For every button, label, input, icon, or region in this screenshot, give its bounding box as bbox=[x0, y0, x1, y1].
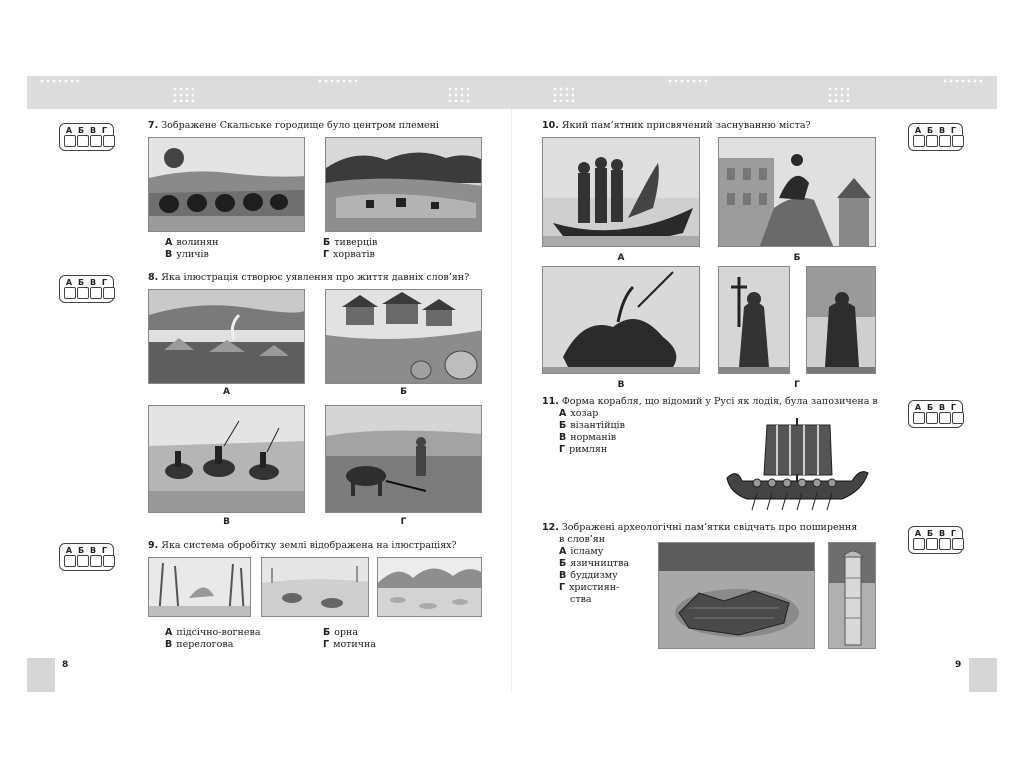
question-9 bbox=[148, 540, 457, 552]
answer-cell[interactable] bbox=[952, 135, 964, 147]
q12-option-v[interactable] bbox=[559, 570, 618, 582]
answer-box-q8[interactable] bbox=[59, 275, 114, 303]
answer-letter: В bbox=[89, 546, 97, 555]
answer-cell[interactable] bbox=[90, 135, 102, 147]
answer-letter: А bbox=[914, 529, 922, 538]
answer-cell[interactable] bbox=[913, 412, 925, 424]
header-bar bbox=[27, 76, 997, 109]
answer-letter: Б bbox=[77, 126, 85, 135]
answer-cell[interactable] bbox=[103, 135, 115, 147]
header-dot-pattern bbox=[172, 86, 194, 102]
question-number: 11. bbox=[542, 396, 559, 407]
question-8 bbox=[148, 272, 469, 284]
monument-photo-g-1 bbox=[718, 266, 790, 374]
question-text: Зображені археологічні пам’ятки свідчать про поширення bbox=[561, 522, 858, 533]
answer-cell[interactable] bbox=[939, 538, 951, 550]
slavs-illustration-b bbox=[325, 289, 482, 384]
answer-letter: Г bbox=[950, 529, 957, 538]
q7-option-b[interactable] bbox=[323, 237, 377, 249]
illustration-caption: Г bbox=[794, 380, 800, 390]
slavs-illustration-v bbox=[148, 405, 305, 513]
option-text: уличів bbox=[176, 249, 209, 260]
option-letter: В bbox=[165, 639, 173, 650]
option-text: римлян bbox=[569, 444, 608, 455]
answer-letter: Б bbox=[77, 278, 85, 287]
q9-option-b[interactable] bbox=[323, 627, 358, 639]
answer-letter: В bbox=[89, 278, 97, 287]
answer-letter: В bbox=[938, 403, 946, 412]
q11-option-v[interactable] bbox=[559, 432, 616, 444]
question-12 bbox=[542, 522, 857, 534]
answer-letter: Б bbox=[926, 529, 934, 538]
question-text: Який пам’ятник присвячений заснуванню міста? bbox=[561, 120, 811, 131]
question-number: 12. bbox=[542, 522, 559, 533]
option-letter: Г bbox=[559, 444, 566, 455]
answer-letter: А bbox=[65, 278, 73, 287]
answer-box-q11[interactable] bbox=[908, 400, 963, 428]
question-text: Зображене Скальське городище було центром племені bbox=[161, 120, 439, 131]
answer-cell[interactable] bbox=[913, 538, 925, 550]
q7-option-a[interactable] bbox=[165, 237, 218, 249]
answer-cell[interactable] bbox=[926, 538, 938, 550]
illustration-caption: В bbox=[617, 380, 625, 390]
page-number-box-left bbox=[27, 658, 55, 692]
question-number: 8. bbox=[148, 272, 159, 283]
option-text: хорватів bbox=[333, 249, 375, 260]
option-text: норманів bbox=[570, 432, 617, 443]
answer-letter: А bbox=[65, 126, 73, 135]
farming-illustration-3 bbox=[377, 557, 482, 617]
answer-letter: В bbox=[938, 529, 946, 538]
illustration-caption: В bbox=[223, 517, 230, 527]
question-number: 7. bbox=[148, 120, 159, 131]
option-letter: В bbox=[165, 249, 173, 260]
option-text: ісламу bbox=[570, 546, 604, 557]
question-text: Форма корабля, що відомий у Русі як лодія, була запозичена в bbox=[561, 396, 878, 407]
question-text-continuation: в слов’ян bbox=[559, 534, 606, 545]
illustration-caption: А bbox=[617, 253, 625, 263]
question-10 bbox=[542, 120, 811, 132]
answer-cell[interactable] bbox=[103, 555, 115, 567]
answer-cell[interactable] bbox=[64, 555, 76, 567]
q12-option-b[interactable] bbox=[559, 558, 629, 570]
header-dot-pattern bbox=[667, 78, 707, 86]
option-letter: Б bbox=[559, 558, 567, 569]
skalske-hillfort-photo-1 bbox=[148, 137, 305, 232]
pagan-sanctuary-photo bbox=[658, 542, 815, 649]
answer-cell[interactable] bbox=[952, 538, 964, 550]
option-letter: В bbox=[559, 570, 567, 581]
header-dot-pattern bbox=[39, 78, 79, 86]
q12-option-g-continuation: ства bbox=[570, 594, 592, 605]
header-dot-pattern bbox=[317, 78, 357, 86]
q7-option-v[interactable] bbox=[165, 249, 209, 261]
question-7 bbox=[148, 120, 439, 132]
monument-photo-b bbox=[718, 137, 876, 247]
answer-cell[interactable] bbox=[939, 412, 951, 424]
farming-illustration-1 bbox=[148, 557, 251, 617]
option-text: візантійців bbox=[570, 420, 625, 431]
answer-letter: Г bbox=[101, 126, 108, 135]
option-letter: А bbox=[165, 237, 173, 248]
option-letter: Б bbox=[323, 627, 331, 638]
answer-box-q9[interactable] bbox=[59, 543, 114, 571]
answer-cell[interactable] bbox=[926, 135, 938, 147]
header-dot-pattern bbox=[827, 86, 849, 102]
question-number: 10. bbox=[542, 120, 559, 131]
answer-cell[interactable] bbox=[90, 287, 102, 299]
answer-cell[interactable] bbox=[77, 135, 89, 147]
header-dot-pattern bbox=[552, 86, 574, 102]
illustration-caption: Г bbox=[400, 517, 407, 527]
page-number-left: 8 bbox=[62, 660, 69, 670]
answer-cell[interactable] bbox=[64, 287, 76, 299]
illustration-caption: Б bbox=[400, 387, 407, 397]
option-letter: Г bbox=[559, 582, 566, 593]
option-letter: А bbox=[559, 546, 567, 557]
option-text: буддизму bbox=[570, 570, 618, 581]
option-letter: Б bbox=[323, 237, 331, 248]
option-letter: А bbox=[165, 627, 173, 638]
answer-letter: А bbox=[65, 546, 73, 555]
answer-cell[interactable] bbox=[103, 287, 115, 299]
answer-box-q12[interactable] bbox=[908, 526, 963, 554]
option-letter: Г bbox=[323, 249, 330, 260]
answer-cell[interactable] bbox=[64, 135, 76, 147]
answer-letter: Г bbox=[950, 126, 957, 135]
header-dot-pattern bbox=[942, 78, 982, 86]
answer-letter: Б bbox=[926, 126, 934, 135]
answer-letter: А bbox=[914, 126, 922, 135]
monument-photo-g-2 bbox=[806, 266, 876, 374]
q11-option-g[interactable] bbox=[559, 444, 607, 456]
idol-statue-photo bbox=[828, 542, 876, 649]
option-text: підсічно-вогнева bbox=[176, 627, 261, 638]
header-dot-pattern bbox=[447, 86, 469, 102]
skalske-hillfort-photo-2 bbox=[325, 137, 482, 232]
option-text: перелогова bbox=[176, 639, 234, 650]
answer-letter: В bbox=[89, 126, 97, 135]
answer-cell[interactable] bbox=[926, 412, 938, 424]
option-text: язичництва bbox=[570, 558, 630, 569]
viking-ship-drawing bbox=[722, 413, 872, 513]
answer-cell[interactable] bbox=[952, 412, 964, 424]
option-letter: А bbox=[559, 408, 567, 419]
option-text: тиверців bbox=[334, 237, 378, 248]
illustration-caption: Б bbox=[793, 253, 801, 263]
question-text: Яка ілюстрація створює уявлення про життя давніх слов’ян? bbox=[161, 272, 470, 283]
answer-cell[interactable] bbox=[77, 555, 89, 567]
q11-option-b[interactable] bbox=[559, 420, 625, 432]
monument-photo-v bbox=[542, 266, 700, 374]
answer-letter: В bbox=[938, 126, 946, 135]
q9-option-a[interactable] bbox=[165, 627, 261, 639]
q11-option-a[interactable] bbox=[559, 408, 598, 420]
q9-option-g[interactable] bbox=[323, 639, 376, 651]
answer-letter: Г bbox=[101, 278, 108, 287]
question-number: 9. bbox=[148, 540, 159, 551]
farming-illustration-2 bbox=[261, 557, 369, 617]
answer-cell[interactable] bbox=[939, 135, 951, 147]
option-text: орна bbox=[334, 627, 359, 638]
option-letter: Г bbox=[323, 639, 330, 650]
option-text: християн- bbox=[569, 582, 620, 593]
q12-option-a[interactable] bbox=[559, 546, 603, 558]
answer-box-q10[interactable] bbox=[908, 123, 963, 151]
option-text: мотична bbox=[333, 639, 377, 650]
q9-option-v[interactable] bbox=[165, 639, 233, 651]
option-letter: Б bbox=[559, 420, 567, 431]
answer-letter: Б bbox=[926, 403, 934, 412]
answer-letter: Г bbox=[950, 403, 957, 412]
answer-box-q7[interactable] bbox=[59, 123, 114, 151]
q7-option-g[interactable] bbox=[323, 249, 375, 261]
q12-option-g[interactable] bbox=[559, 582, 619, 594]
page-number-right: 9 bbox=[955, 660, 962, 670]
answer-letter: Г bbox=[101, 546, 108, 555]
answer-cell[interactable] bbox=[90, 555, 102, 567]
book-gutter bbox=[511, 76, 512, 692]
question-text: Яка система обробітку землі відображена на ілюстраціях? bbox=[161, 540, 457, 551]
slavs-illustration-g bbox=[325, 405, 482, 513]
answer-letter: А bbox=[914, 403, 922, 412]
slavs-illustration-a bbox=[148, 289, 305, 384]
page-number-box-right bbox=[969, 658, 997, 692]
option-text: волинян bbox=[176, 237, 219, 248]
question-11 bbox=[542, 396, 878, 408]
answer-cell[interactable] bbox=[77, 287, 89, 299]
answer-cell[interactable] bbox=[913, 135, 925, 147]
answer-letter: Б bbox=[77, 546, 85, 555]
option-text: хозар bbox=[570, 408, 599, 419]
monument-photo-a bbox=[542, 137, 700, 247]
illustration-caption: А bbox=[223, 387, 230, 397]
option-letter: В bbox=[559, 432, 567, 443]
